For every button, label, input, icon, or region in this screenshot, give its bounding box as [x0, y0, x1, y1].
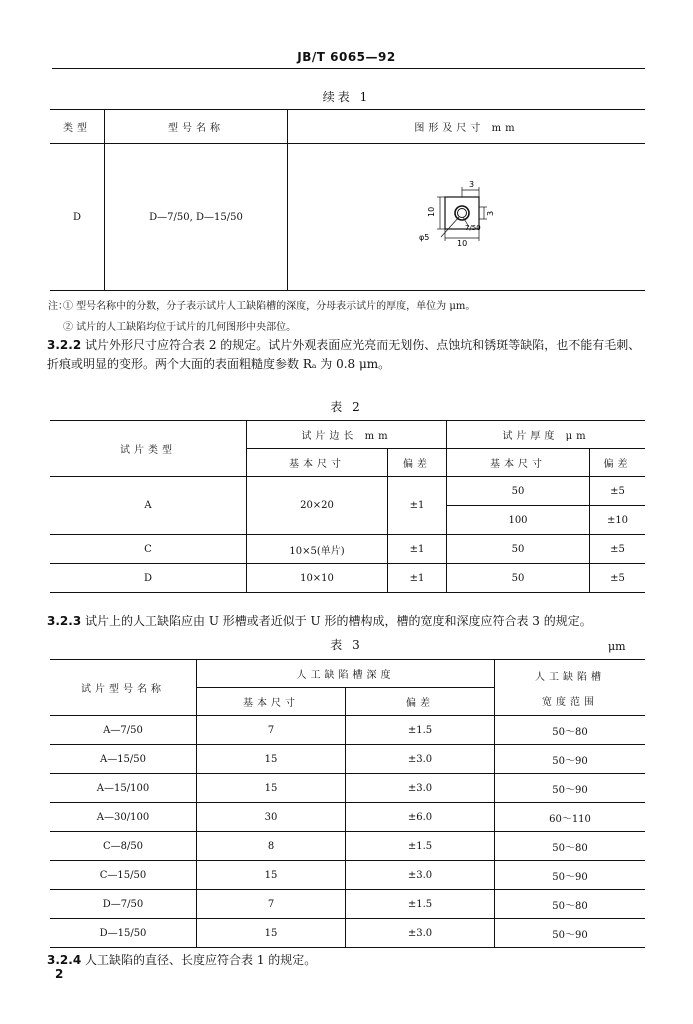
table-row — [50, 861, 645, 890]
table3-caption: 表 3 — [330, 638, 363, 652]
table3-cell-model: A—30/100 — [50, 803, 197, 832]
table2-header-type: 试片类型 — [50, 421, 247, 477]
table2-cell: 10×10 — [247, 564, 388, 593]
table3-cell-tol: ±1.5 — [346, 832, 495, 861]
table3-cell-depth: 15 — [197, 861, 346, 890]
table3-cell-depth: 15 — [197, 745, 346, 774]
figure-dim-left: 10 — [426, 206, 436, 217]
note-1: ① 型号名称中的分数，分子表示试片人工缺陷槽的深度，分母表示试片的厚度，单位为 μm。 — [63, 301, 476, 312]
table3-cell-width: 60～110 — [495, 803, 646, 832]
table3-cell-model: C—8/50 — [50, 832, 197, 861]
figure-dim-bottom: 10 — [456, 239, 467, 248]
table2-cell: 50 — [447, 564, 590, 593]
table-row — [50, 716, 645, 745]
table3-header-nominal: 基本尺寸 — [197, 688, 346, 716]
table3-cell-width: 50～90 — [495, 774, 646, 803]
table2-header-thickness: 试片厚度 μm — [447, 421, 646, 449]
table2-cell: ±5 — [590, 477, 646, 506]
table3-cell-tol: ±3.0 — [346, 861, 495, 890]
table3-unit: μm — [608, 640, 626, 653]
table2-cell: ±10 — [590, 506, 646, 535]
section-3-2-2 — [47, 336, 647, 374]
table3-cell-model: C—15/50 — [50, 861, 197, 890]
table2-header-side: 试片边长 mm — [247, 421, 447, 449]
table3-header-tolerance: 偏差 — [346, 688, 495, 716]
table-row — [50, 564, 645, 593]
table3-cell-width: 50～80 — [495, 890, 646, 919]
table3-cell-model: D—15/50 — [50, 919, 197, 948]
section-number: 3.2.3 — [47, 614, 82, 628]
table-row — [50, 890, 645, 919]
table2-cell: A — [50, 477, 247, 535]
table3-cell-tol: ±3.0 — [346, 774, 495, 803]
table2-header-side-nominal: 基本尺寸 — [247, 449, 388, 477]
test-piece-d-figure — [407, 177, 527, 257]
table2-cell: ±1 — [388, 564, 447, 593]
table-row — [50, 774, 645, 803]
table2-cell: 10×5(单片) — [247, 535, 388, 564]
table1-cell-type: D — [50, 144, 105, 291]
table-row — [50, 919, 645, 948]
figure-slot-label: 7/50 — [464, 224, 481, 232]
table3-header-model: 试片型号名称 — [50, 660, 197, 716]
table2-header-thick-tol: 偏差 — [590, 449, 646, 477]
table3-cell-model: D—7/50 — [50, 890, 197, 919]
table3-cell-model: A—15/50 — [50, 745, 197, 774]
table3-cell-model: A—15/100 — [50, 774, 197, 803]
table3-cell-width: 50～80 — [495, 716, 646, 745]
table1-header-model: 型号名称 — [105, 110, 288, 144]
note-2: ② 试片的人工缺陷均位于试片的几何图形中央部位。 — [63, 322, 297, 333]
page-number: 2 — [55, 967, 64, 981]
table2-cell: C — [50, 535, 247, 564]
table3-cell-tol: ±1.5 — [346, 716, 495, 745]
table3-cell-width: 50～90 — [495, 745, 646, 774]
table-row — [50, 477, 645, 506]
table-row — [50, 535, 645, 564]
table3-cell-tol: ±1.5 — [346, 890, 495, 919]
table-row — [50, 745, 645, 774]
section-text: 试片上的人工缺陷应由 U 形槽或者近似于 U 形的槽构成，槽的宽度和深度应符合表 3 的规定。 — [85, 614, 592, 628]
figure-diameter-label: φ5 — [418, 233, 429, 242]
table2-cell: D — [50, 564, 247, 593]
table-row — [50, 803, 645, 832]
document-number: JB/T 6065—92 — [297, 50, 396, 64]
table3-header-width: 人工缺陷槽 宽度范围 — [495, 660, 646, 716]
table3-cell-tol: ±6.0 — [346, 803, 495, 832]
section-number: 3.2.2 — [47, 338, 82, 352]
table2 — [50, 420, 645, 593]
table1-cell-figure — [288, 144, 646, 291]
table3-cell-model: A—7/50 — [50, 716, 197, 745]
figure-dim-right: 3 — [485, 210, 495, 216]
notes-prefix: 注： — [48, 301, 68, 312]
table2-cell: 20×20 — [247, 477, 388, 535]
table3-cell-depth: 7 — [197, 716, 346, 745]
section-3-2-4 — [47, 951, 647, 970]
figure-dim-top: 3 — [468, 180, 474, 189]
table2-cell: ±1 — [388, 477, 447, 535]
header-rule — [52, 68, 645, 69]
table3-cell-depth: 30 — [197, 803, 346, 832]
table3-cell-depth: 8 — [197, 832, 346, 861]
table3-cell-depth: 7 — [197, 890, 346, 919]
table2-cell: ±5 — [590, 535, 646, 564]
table3-cell-width: 50～90 — [495, 919, 646, 948]
table2-cell: ±5 — [590, 564, 646, 593]
table2-cell: 50 — [447, 477, 590, 506]
table2-header-thick-nominal: 基本尺寸 — [447, 449, 590, 477]
table1-header-figure: 图形及尺寸 mm — [288, 110, 646, 144]
table1-caption: 续表 1 — [322, 90, 371, 104]
table3-header-depth: 人工缺陷槽深度 — [197, 660, 495, 688]
table2-caption: 表 2 — [330, 400, 363, 414]
table3-cell-width: 50～90 — [495, 861, 646, 890]
table3 — [50, 659, 645, 948]
section-number: 3.2.4 — [47, 953, 82, 967]
table1-cell-model: D—7/50, D—15/50 — [105, 144, 288, 291]
table2-header-side-tol: 偏差 — [388, 449, 447, 477]
table2-cell: 100 — [447, 506, 590, 535]
table2-cell: ±1 — [388, 535, 447, 564]
table3-cell-tol: ±3.0 — [346, 745, 495, 774]
table3-cell-width: 50～80 — [495, 832, 646, 861]
table1 — [50, 109, 645, 291]
section-3-2-3 — [47, 612, 647, 631]
table-row — [50, 832, 645, 861]
table3-cell-tol: ±3.0 — [346, 919, 495, 948]
table3-cell-depth: 15 — [197, 774, 346, 803]
table3-cell-depth: 15 — [197, 919, 346, 948]
section-text: 试片外形尺寸应符合表 2 的规定。试片外观表面应光亮而无划伤、点蚀坑和锈斑等缺陷，也不能有毛刺、折痕或明显的变形。两个大面的表面粗糙度参数 Rₐ 为 0.8 μm。 — [47, 338, 641, 371]
table2-cell: 50 — [447, 535, 590, 564]
section-text: 人工缺陷的直径、长度应符合表 1 的规定。 — [85, 953, 317, 967]
table1-header-type: 类型 — [50, 110, 105, 144]
